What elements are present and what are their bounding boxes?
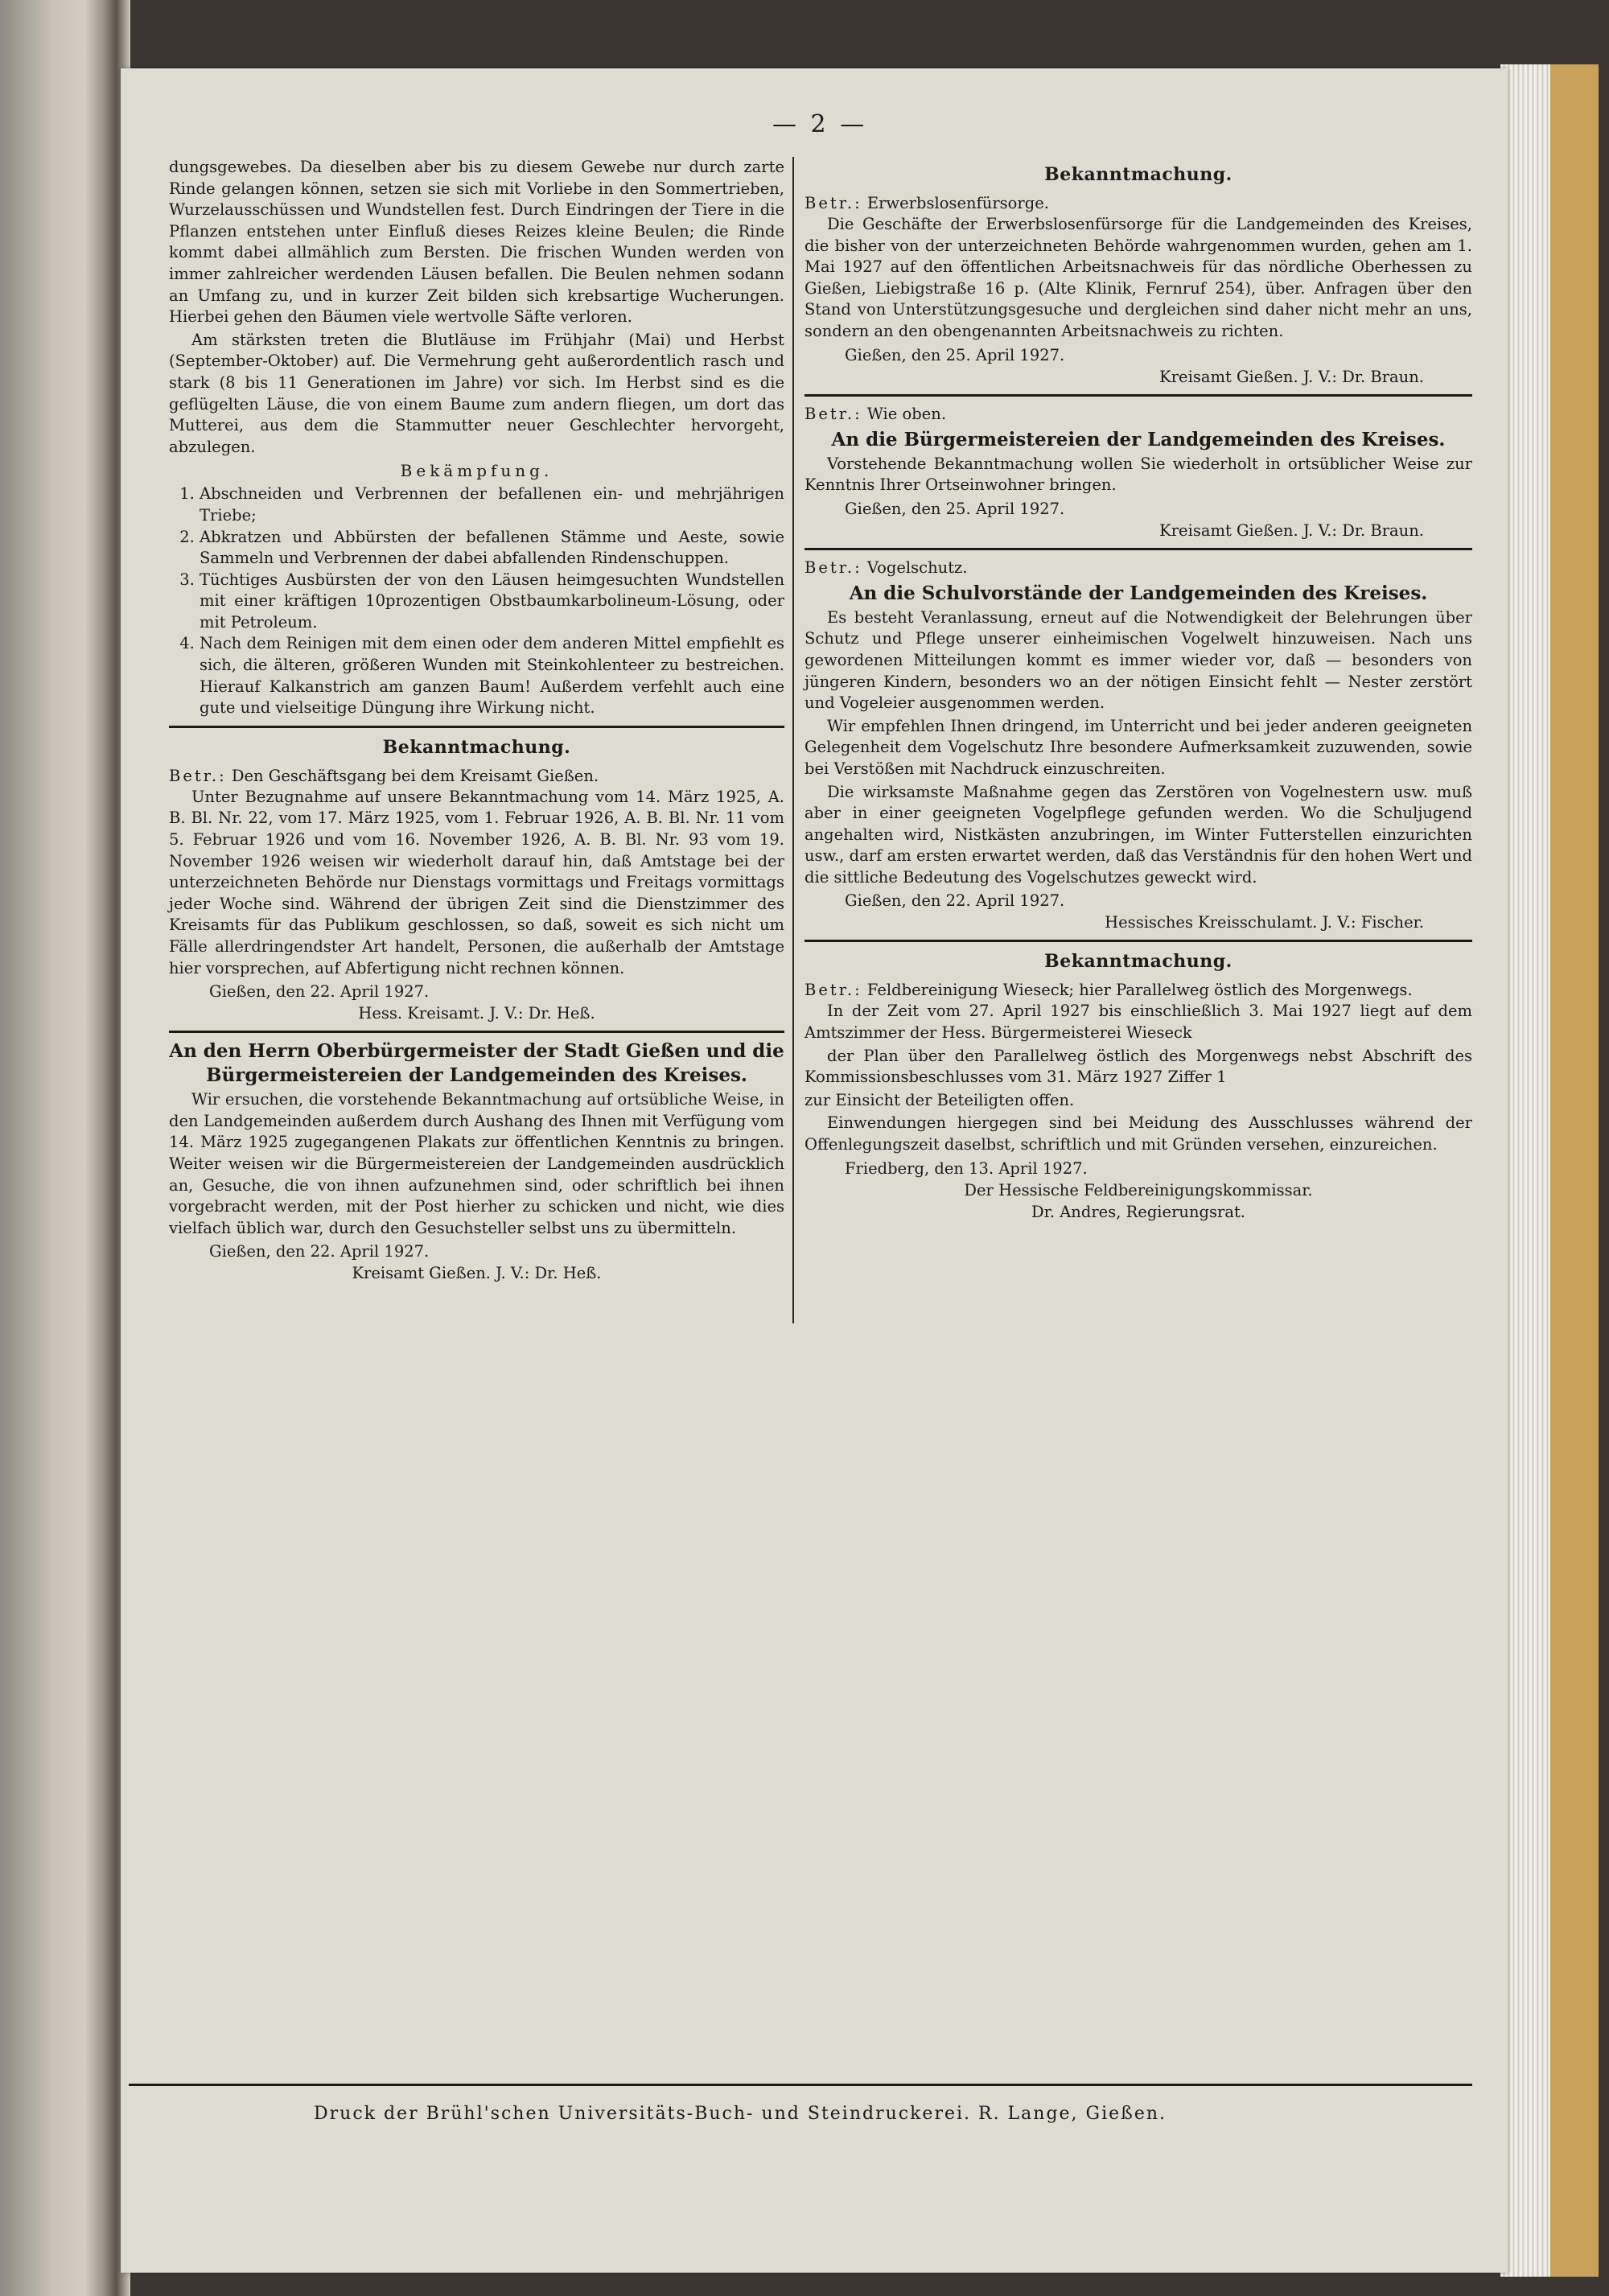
notice6-signature-title: Der Hessische Feldbereinigungskommissar. [964, 1180, 1313, 1199]
betr-label: Betr.: [169, 766, 227, 785]
notice5-paragraph-3: Die wirksamste Maßnahme gegen das Zerstören von Vogelnestern usw. muß aber in einer geeigneten Vogelpflege gefunden werden. Wo die Schuljugend angehalten wird, Nistkästen anzubringen, im Winter Futterstellen einzurichten usw., darf am ersten erwartet werden, daß das Verständnis für den hohen Wert und die sittliche Bedeutung des Vogelschutzes geweckt wird. [804, 782, 1472, 887]
section-rule [804, 548, 1472, 550]
section-rule [804, 394, 1472, 397]
notice4-betr [804, 403, 1472, 425]
column-divider [792, 157, 794, 1323]
notice4-heading: An die Bürgermeistereien der Landgemeinden des Kreises. [831, 428, 1446, 451]
notice2-signature: Kreisamt Gießen. J. V.: Dr. Heß. [352, 1264, 602, 1283]
notice5-paragraph-1: Es besteht Veranlassung, erneut auf die Notwendigkeit der Belehrungen über Schutz und Pflege unserer einheimischen Vogelwelt hinzuweisen. Nach uns gewordenen Mitteilungen kommt es immer wieder vor, daß — besonders von jüngeren Kindern, besonders wo an der nötigen Einsicht fehlt — Nester zerstört und Vogeleier ausgenommen werden. [804, 607, 1472, 713]
notice3-date: Gießen, den 25. April 1927. [845, 345, 1065, 364]
right-column [804, 157, 1472, 1223]
betr-text: Feldbereinigung Wieseck; hier Parallelweg östlich des Morgenwegs. [866, 981, 1413, 1000]
control-item: 4. Nach dem Reinigen mit dem einen oder dem anderen Mittel empfiehlt es sich, die älteren, größeren Wunden mit Steinkohlenteer zu bestreichen. Hierauf Kalkanstrich am ganzen Baum! Außerdem verfehlt auch eine gute und vielseitige Düngung ihre Wirkung nicht. [200, 633, 784, 718]
betr-text: Erwerbslosenfürsorge. [866, 194, 1049, 212]
left-page-edge [0, 0, 97, 2296]
notice4-date: Gießen, den 25. April 1927. [845, 499, 1065, 518]
section-rule [169, 1031, 784, 1033]
notice6-heading: Bekanntmachung. [1044, 951, 1232, 973]
notice5-paragraph-2: Wir empfehlen Ihnen dringend, im Unterricht und bei jeder anderen geeigneten Gelegenheit dem Vogelschutz Ihre besondere Aufmerksamkeit zuzuwenden, sowie bei Verstößen mit Nachdruck einzuschreiten. [804, 716, 1472, 778]
control-item: 3. Tüchtiges Ausbürsten der von den Läusen heimgesuchten Wundstellen mit einer kräftigen 10prozentigen Obstbaumkarbolineum-Lösung, oder mit Petroleum. [200, 570, 784, 634]
betr-label: Betr.: [804, 194, 862, 212]
notice1-heading: Bekanntmachung. [382, 736, 571, 758]
notice3-heading: Bekanntmachung. [1044, 164, 1232, 185]
notice2-paragraph: Wir ersuchen, die vorstehende Bekanntmachung auf ortsübliche Weise, in den Landgemeinden außerdem durch Aushang des Ihnen mit Verfügung vom 14. März 1925 zugegangenen Plakats zur öffentlichen Kenntnis zu bringen. Weiter weisen wir die Bürgermeistereien der Landgemeinden ausdrücklich an, Gesuche, die von ihnen aufzunehmen sind, oder schriftlich bei ihnen vorgebracht werden, mit der Post hierher zu schicken und nicht, wie dies vielfach üblich war, durch den Gesuchsteller selbst uns zu übermitteln. [169, 1090, 784, 1237]
notice4-signature: Kreisamt Gießen. J. V.: Dr. Braun. [1159, 521, 1424, 540]
notice6-paragraph-3: zur Einsicht der Beteiligten offen. [804, 1090, 1075, 1109]
betr-label: Betr.: [804, 404, 862, 423]
intro-paragraph-2: Am stärksten treten die Blutläuse im Frühjahr (Mai) und Herbst (September-Oktober) auf. Die Vermehrung geht außerordentlich rasch und stark (8 bis 11 Generationen im Jahre) vor sich. Im Herbst sind es die geflügelten Läuse, die von einem Baume zum andern fliegen, um dort das Mutterei, aus dem die Stammutter neuer Geschlechter hervorgeht, abzulegen. [169, 330, 784, 456]
notice6-paragraph-4: Einwendungen hiergegen sind bei Meidung des Ausschlusses während der Offenlegungszeit daselbst, schriftlich und mit Gründen versehen, einzureichen. [804, 1113, 1472, 1154]
footer-rule [129, 2084, 1472, 2086]
notice5-signature: Hessisches Kreisschulamt. J. V.: Fischer. [1105, 913, 1424, 932]
control-list [169, 483, 784, 719]
notice1-date: Gießen, den 22. April 1927. [209, 982, 430, 1002]
betr-label: Betr.: [804, 558, 862, 577]
notice3-signature: Kreisamt Gießen. J. V.: Dr. Braun. [1159, 367, 1424, 386]
notice1-signature: Hess. Kreisamt. J. V.: Dr. Heß. [358, 1004, 595, 1023]
notice4-paragraph: Vorstehende Bekanntmachung wollen Sie wiederholt in ortsüblicher Weise zur Kenntnis Ihrer Ortseinwohner bringen. [804, 454, 1472, 495]
section-rule [804, 940, 1472, 942]
notice2-date: Gießen, den 22. April 1927. [209, 1242, 430, 1261]
printer-imprint: Druck der Brühl'schen Universitäts-Buch- und Steindruckerei. R. Lange, Gießen. [314, 2104, 1167, 2124]
betr-label: Betr.: [804, 981, 862, 1000]
section-rule [169, 726, 784, 728]
notice3-betr [804, 192, 1472, 214]
notice6-betr [804, 979, 1472, 1001]
control-heading: Bekämpfung. [400, 461, 553, 481]
notice5-betr [804, 557, 1472, 578]
notice5-heading: An die Schulvorstände der Landgemeinden des Kreises. [849, 582, 1428, 604]
notice6-paragraph-1: In der Zeit vom 27. April 1927 bis einschließlich 3. Mai 1927 liegt auf dem Amtszimmer der Hess. Bürgermeisterei Wieseck [804, 1002, 1472, 1043]
notice1-paragraph: Unter Bezugnahme auf unsere Bekanntmachung vom 14. März 1925, A. B. Bl. Nr. 22, vom 17. März 1925, vom 1. Februar 1926, A. B. Bl. Nr. 11 vom 5. Februar 1926 und vom 16. November 1926, A. B. Bl. Nr. 93 vom 19. November 1926 weisen wir wiederholt darauf hin, daß Amtstage bei der unterzeichneten Behörde nur Dienstags vormittags und Freitags vormittags jeder Woche sind. Während der übrigen Zeit sind die Dienstzimmer des Kreisamts für das Publikum geschlossen, so daß, soweit es sich nicht um Fälle allerdringendster Art handelt, Personen, die außerhalb der Amtstage hier vorsprechen, auf Abfertigung nicht rechnen können. [169, 787, 784, 977]
notice1-betr [169, 765, 784, 787]
notice6-paragraph-2: der Plan über den Parallelweg östlich des Morgenwegs nebst Abschrift des Kommissionsbeschlusses vom 31. März 1927 Ziffer 1 [804, 1046, 1472, 1087]
notice6-signature-name: Dr. Andres, Regierungsrat. [1031, 1202, 1245, 1221]
notice6-date: Friedberg, den 13. April 1927. [845, 1158, 1088, 1178]
notice2-heading: An den Herrn Oberbürgermeister der Stadt Gießen und die Bürgermeistereien der Landgemeinden des Kreises. [169, 1040, 784, 1087]
control-item: 2. Abkratzen und Abbürsten der befallenen Stämme und Aeste, sowie Sammeln und Verbrennen der dabei abfallenden Rindenschuppen. [200, 527, 784, 570]
betr-text: Vogelschutz. [866, 558, 968, 577]
betr-text: Den Geschäftsgang bei dem Kreisamt Gießen. [231, 766, 599, 785]
page-number: — 2 — [772, 110, 868, 138]
intro-paragraph-1: dungsgewebes. Da dieselben aber bis zu diesem Gewebe nur durch zarte Rinde gelangen können, setzen sie sich mit Vorliebe in den Sommertrieben, Wurzelausschüssen und Wundstellen fest. Durch Eindringen der Tiere in die Pflanzen entstehen unter Einfluß dieses Reizes kleine Beulen; die Rinde kommt dabei allmählich zum Bersten. Die frischen Wunden werden von immer zahlreicher werdenden Läusen befallen. Die Beulen nehmen sodann an Umfang zu, und in kurzer Zeit bilden sich krebsartige Wucherungen. Hierbei gehen den Bäumen viele wertvolle Säfte verloren. [169, 158, 784, 327]
notice3-paragraph: Die Geschäfte der Erwerbslosenfürsorge für die Landgemeinden des Kreises, die bisher von der unterzeichneten Behörde wahrgenommen wurden, gehen am 1. Mai 1927 auf den öffentlichen Arbeitsnachweis für das nördliche Oberhessen zu Gießen, Liebigstraße 16 p. (Alte Klinik, Fernruf 254), über. Anfragen über den Stand von Unterstützungsgesuche und dergleichen sind daher nicht mehr an uns, sondern an den obengenannten Arbeitsnachweis zu richten. [804, 215, 1472, 340]
betr-text: Wie oben. [866, 404, 947, 423]
control-item: 1. Abschneiden und Verbrennen der befallenen ein- und mehrjährigen Triebe; [200, 483, 784, 526]
notice5-date: Gießen, den 22. April 1927. [845, 891, 1065, 911]
book-cover-board [1550, 64, 1599, 2277]
left-column [169, 157, 784, 1284]
